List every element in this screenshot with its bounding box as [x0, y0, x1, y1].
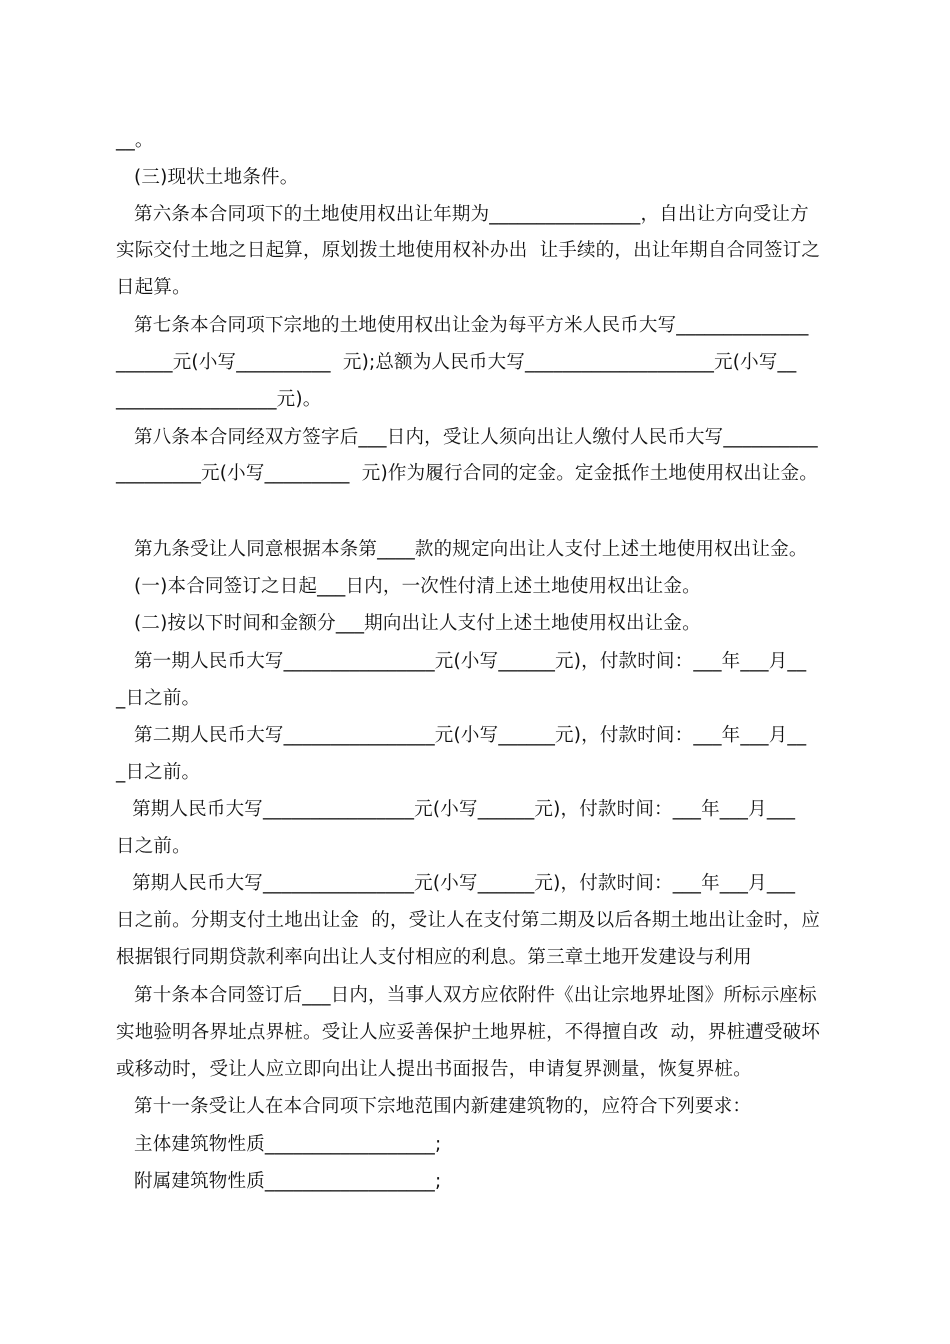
text-line: 实地验明各界址点界桩。受让人应妥善保护土地界桩，不得擅自改 动，界桩遭受破坏: [116, 1022, 821, 1043]
text-line: (二)按以下时间和金额分___期向出让人支付上述土地使用权出让金。: [134, 613, 701, 634]
text-line: 第期人民币大写________________元(小写______元)，付款时间：___年___月___: [126, 799, 796, 820]
text-line: (一)本合同签订之日起___日内，一次性付清上述土地使用权出让金。: [134, 576, 701, 597]
text-line: 第九条受让人同意根据本条第____款的规定向出让人支付上述土地使用权出让金。: [134, 539, 808, 560]
text-line: 日起算。: [116, 277, 191, 298]
text-line: 实际交付土地之日起算，原划拨土地使用权补办出 让手续的，出让年期自合同签订之: [116, 240, 821, 261]
text-line: 第十条本合同签订后___日内，当事人双方应依附件《出让宗地界址图》所标示座标: [134, 985, 817, 1006]
text-line: 根据银行同期贷款利率向出让人支付相应的利息。第三章土地开发建设与利用: [116, 947, 752, 968]
text-line: 第十一条受让人在本合同项下宗地范围内新建建筑物的，应符合下列要求：: [134, 1096, 752, 1117]
text-line: 第八条本合同经双方签字后___日内，受让人须向出让人缴付人民币大写__________: [134, 427, 818, 448]
text-line: 日之前。分期支付土地出让金 的，受让人在支付第二期及以后各期土地出让金时，应: [116, 910, 821, 931]
text-line: 第七条本合同项下宗地的土地使用权出让金为每平方米人民币大写______________: [134, 315, 809, 336]
text-line: (三)现状土地条件。: [134, 167, 299, 188]
text-line: 第二期人民币大写________________元(小写______元)，付款时间：___年___月__: [134, 725, 807, 746]
text-line: ______元(小写__________ 元);总额为人民币大写____________________元(小写__: [116, 352, 797, 373]
text-line: 第六条本合同项下的土地使用权出让年期为________________，自出让方向受让方: [134, 204, 809, 225]
text-line: _日之前。: [116, 688, 201, 709]
text-line: __。: [116, 130, 154, 151]
text-line: 第一期人民币大写________________元(小写______元)，付款时间：___年___月__: [134, 651, 807, 672]
text-line: _日之前。: [116, 762, 201, 783]
text-line: 附属建筑物性质__________________;: [134, 1171, 442, 1192]
text-line: _________元(小写_________ 元)作为履行合同的定金。定金抵作土地使用权出让金。: [116, 463, 818, 484]
text-line: 或移动时，受让人应立即向出让人提出书面报告，申请复界测量，恢复界桩。: [116, 1059, 752, 1080]
text-line: _________________元)。: [116, 389, 322, 410]
text-line: 第期人民币大写________________元(小写______元)，付款时间：___年___月___: [126, 873, 796, 894]
text-line: 日之前。: [116, 836, 191, 857]
text-line: 主体建筑物性质__________________;: [134, 1134, 442, 1155]
